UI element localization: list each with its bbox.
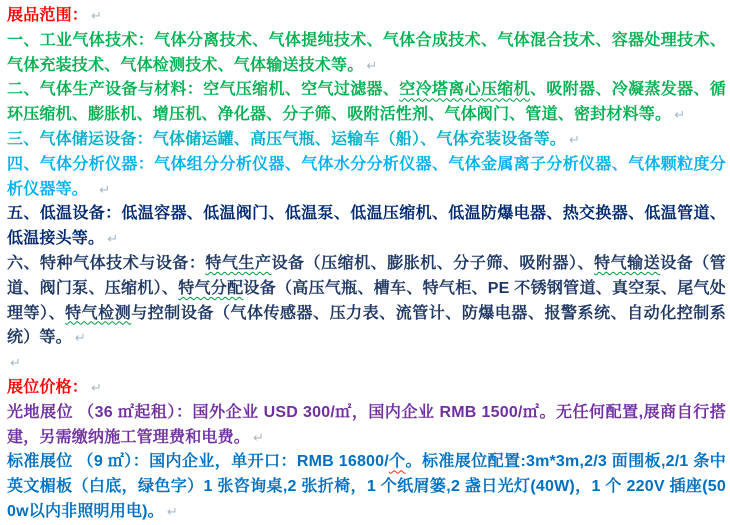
text-run: 标准展位 （9 ㎡）：国内企业，单开口：RMB 16800/ bbox=[7, 453, 389, 471]
paragraph-mark-icon: ↵ bbox=[366, 57, 378, 73]
text-run-wavy-green: 空冷塔离心压缩机 bbox=[399, 81, 530, 99]
heading-booth-price bbox=[7, 376, 726, 401]
text-run: 、吸附器、冷凝蒸发器、循环压缩机、膨胀机、增压机、净化器、分子筛、吸附活性剂、气体阀门、管道、密封材料等。 bbox=[7, 81, 726, 124]
paragraph-mark-icon: ↵ bbox=[166, 503, 178, 519]
text-run-wavy-green: 特气生产 bbox=[205, 254, 272, 272]
text-run-wavy-green: 特气检测 bbox=[65, 304, 132, 322]
item-2-production-equipment bbox=[7, 78, 726, 128]
text-run: 二、气体生产设备与材料：空气压缩机、空气过滤器、 bbox=[7, 81, 400, 99]
paragraph-mark-icon: ↵ bbox=[91, 8, 103, 23]
document-body bbox=[7, 4, 726, 525]
text-run: 三、气体储运设备：气体储运罐、高压气瓶、运输车（船）、气体充装设备等。 bbox=[7, 130, 567, 148]
text-run: 一、工业气体技术：气体分离技术、气体提纯技术、气体合成技术、气体混合技术、容器处理技术、气体充装技术、气体检测技术、气体输送技术等。 bbox=[7, 31, 726, 74]
paragraph-mark-icon: ↵ bbox=[91, 379, 103, 395]
text-run: 设备（高压气瓶、槽车、特气柜、PE 不锈钢管道、真空泵、尾气处理等）、 bbox=[7, 279, 726, 322]
paragraph-mark-icon: ↵ bbox=[253, 429, 265, 445]
paragraph-mark-icon: ↵ bbox=[107, 231, 119, 247]
text-run: 展品范围： bbox=[7, 7, 89, 24]
text-run: 五、低温设备：低温容器、低温阀门、低温泵、低温压缩机、低温防爆电器、热交换器、低温管道、低温接头等。 bbox=[7, 205, 726, 248]
price-raw-space bbox=[7, 401, 726, 451]
text-run: 设备（压缩机、膨胀机、分子筛、吸附器）、 bbox=[271, 254, 595, 272]
text-run-wavy-green: 特气输送 bbox=[594, 254, 661, 272]
blank-line bbox=[7, 351, 726, 376]
paragraph-mark-icon: ↵ bbox=[74, 330, 86, 346]
paragraph-mark-icon: ↵ bbox=[10, 355, 22, 371]
text-run: 设备（管道、阀门泵、压缩机）、 bbox=[7, 254, 726, 297]
item-1-industrial-gas-tech bbox=[7, 29, 726, 79]
item-4-analysis-instruments bbox=[7, 153, 726, 203]
text-run-wavy-green: 特气分配 bbox=[178, 279, 244, 297]
item-3-storage-transport bbox=[7, 128, 726, 153]
item-5-cryogenic-equipment bbox=[7, 202, 726, 252]
heading-exhibit-scope bbox=[7, 4, 726, 29]
paragraph-mark-icon: ↵ bbox=[569, 131, 581, 147]
text-run: 四、气体分析仪器：气体组分分析仪器、气体水分分析仪器、气体金属离子分析仪器、气体颗粒度分析仪器等。 bbox=[7, 155, 726, 198]
paragraph-mark-icon: ↵ bbox=[99, 181, 111, 197]
text-run bbox=[80, 181, 96, 198]
text-run: 光地展位 （36 ㎡起租）：国外企业 USD 300/㎡，国内企业 RMB 1500/㎡。无任何配置,展商自行搭建，另需缴纳施工管理费和电费。 bbox=[7, 403, 726, 446]
text-run: 展位价格： bbox=[7, 378, 89, 396]
text-run: 六、特种气体技术与设备： bbox=[7, 254, 206, 272]
item-6-specialty-gas bbox=[7, 252, 726, 351]
price-standard-booth bbox=[7, 450, 726, 524]
paragraph-mark-icon: ↵ bbox=[674, 107, 686, 123]
text-run: 与控制设备（气体传感器、压力表、流管计、防爆电器、报警系统、自动化控制系统）等。 bbox=[7, 304, 726, 347]
text-run-wavy-red: 个 bbox=[388, 453, 406, 471]
text-run: 。标准展位配置:3m*3m,2/3 面围板,2/1 条中英文楣板（白底，绿色字）1 张咨询桌,2 张折椅，1 个纸屑篓,2 盏日光灯(40W)，1 个 220V 插座(500w以内非照明用电)。 bbox=[7, 453, 727, 520]
